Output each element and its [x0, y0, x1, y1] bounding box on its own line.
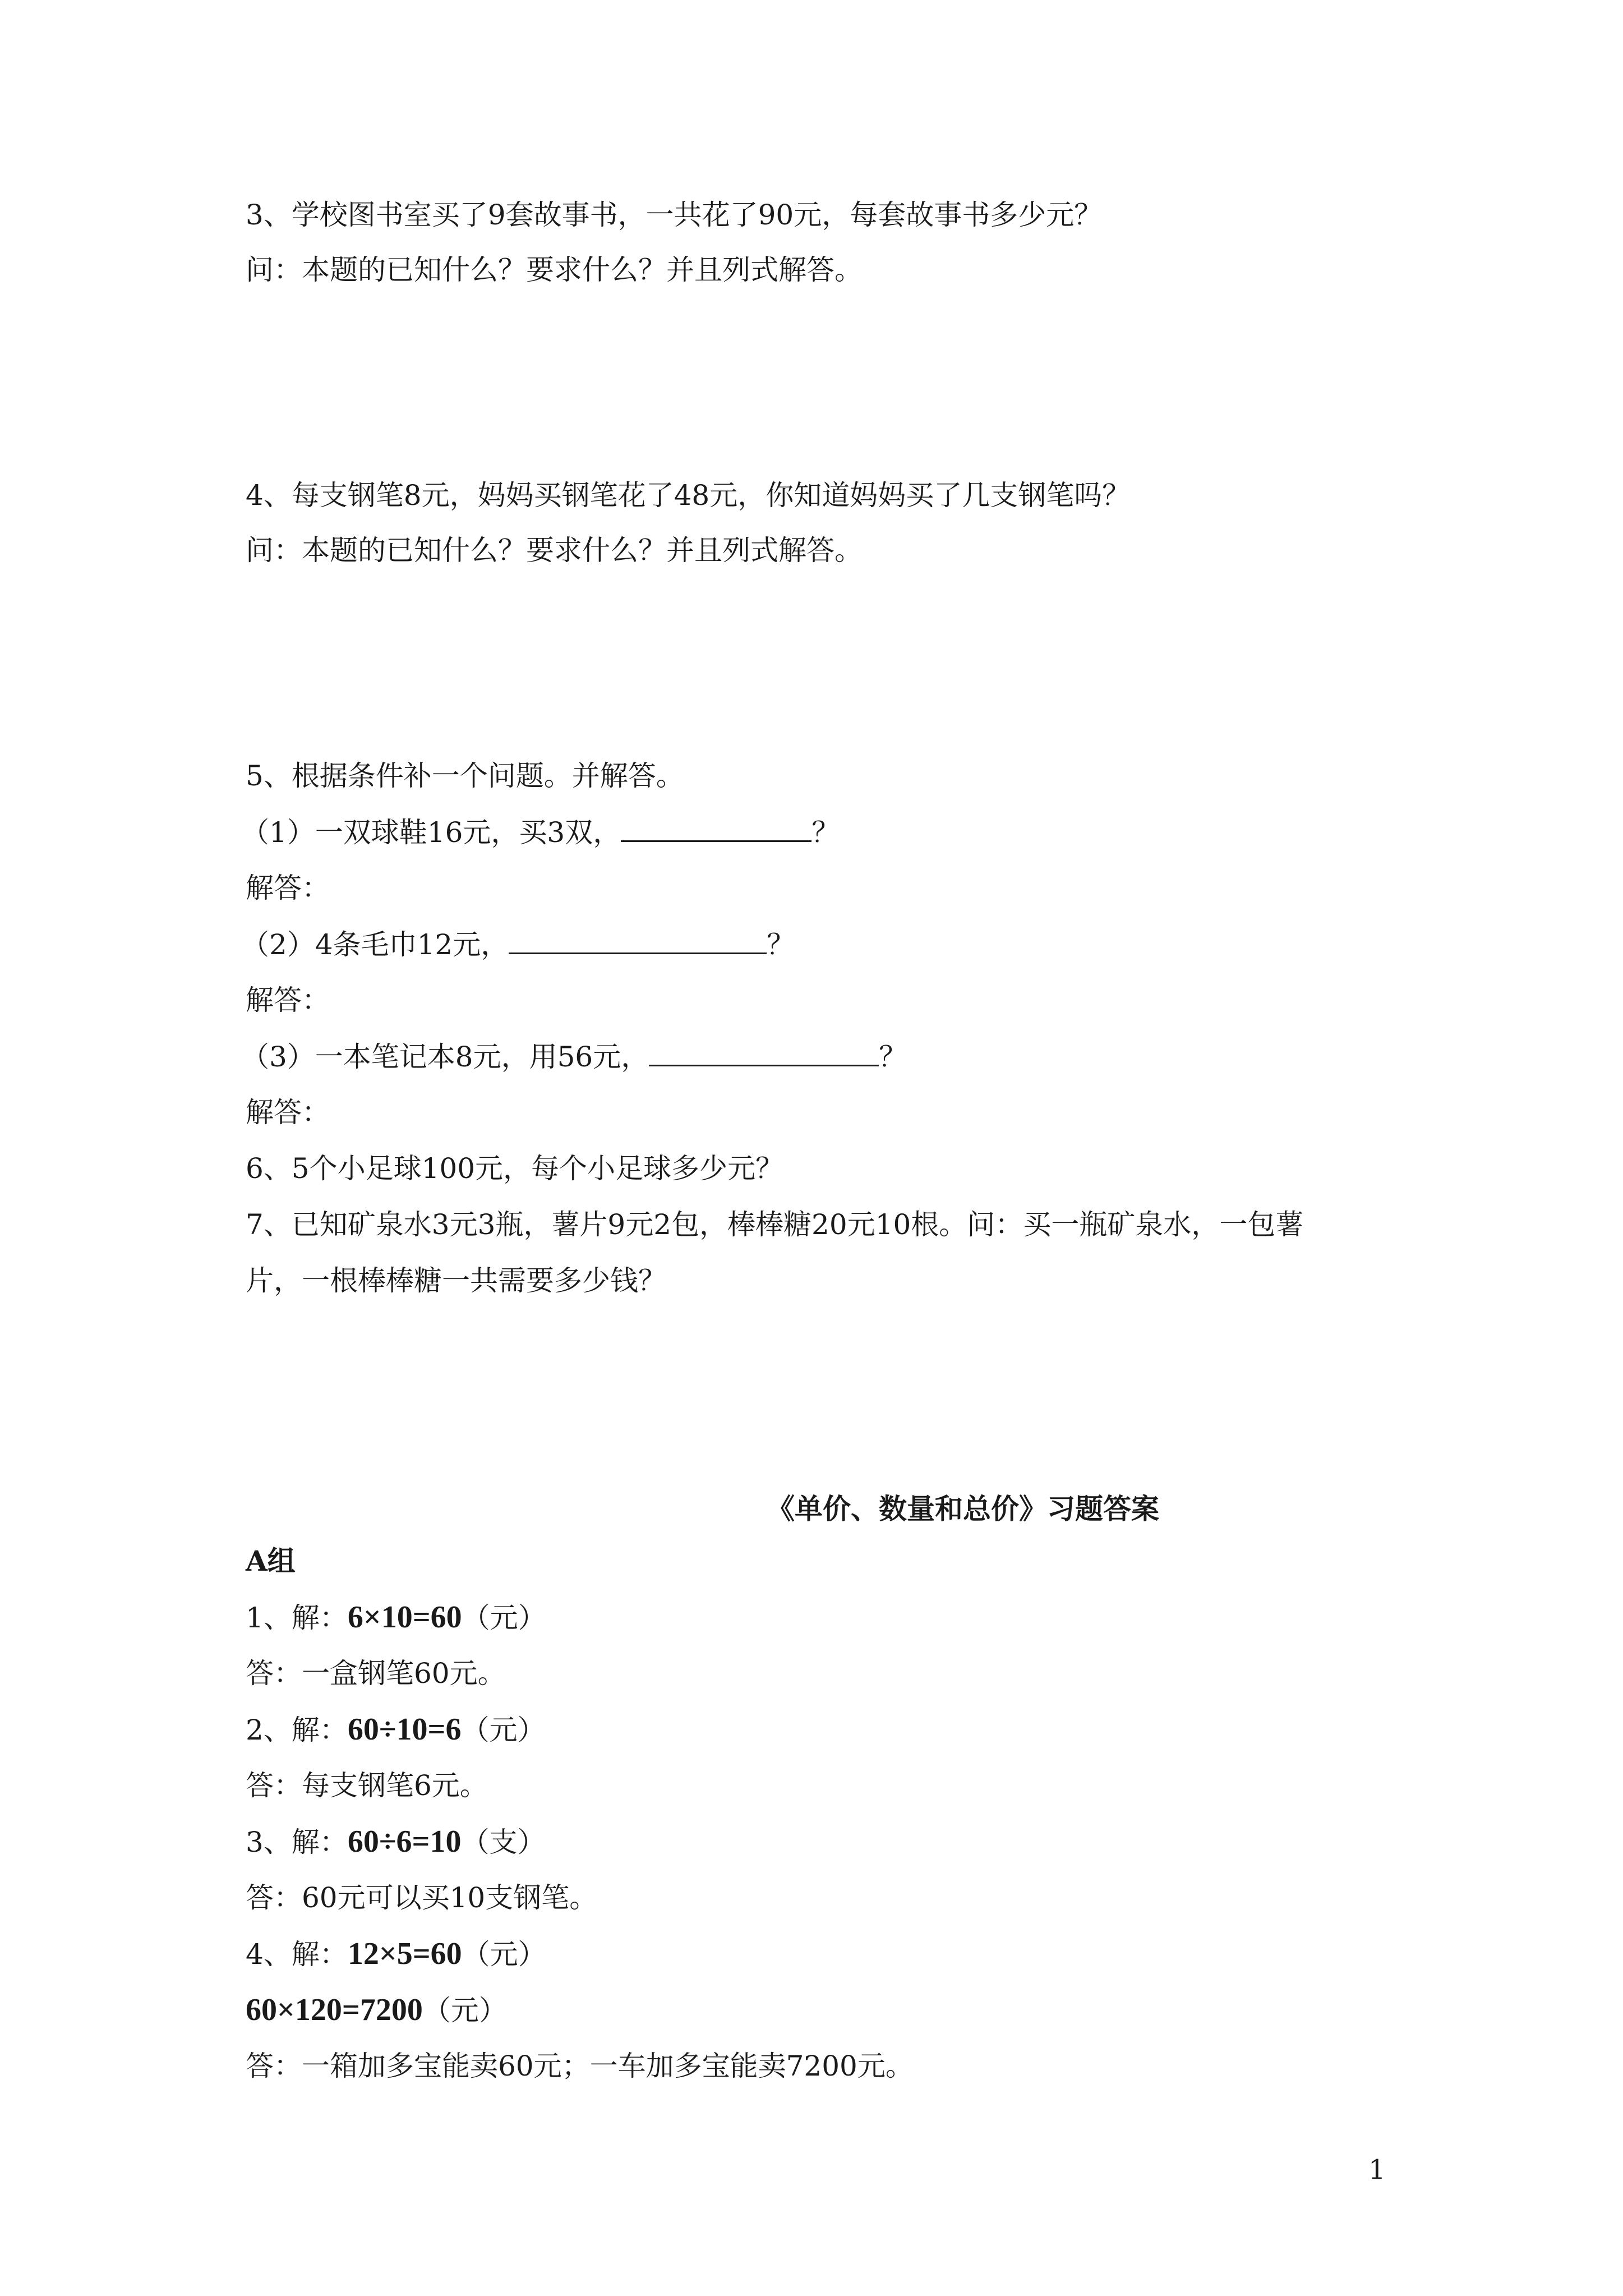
answer-2-unit: （元） [461, 1714, 546, 1746]
answer-blank-3 [649, 1038, 879, 1066]
question-5-2-end: ？ [767, 928, 795, 961]
answer-blank-2 [509, 926, 767, 954]
answer-1-prefix: 1、解： [246, 1602, 348, 1634]
answer-2-prefix: 2、解： [246, 1714, 348, 1746]
answer-4-solution [246, 1935, 546, 1973]
answer-1-statement: 答：一盒钢笔60元。 [246, 1657, 506, 1690]
question-6-text: 6、5个小足球100元，每个小足球多少元？ [246, 1152, 784, 1185]
answer-3-statement: 答：60元可以买10支钢笔。 [246, 1881, 598, 1914]
question-5-3 [241, 1038, 907, 1075]
answer-4-equation-2: 60×120=7200 [246, 1993, 423, 2027]
question-5-1-end: ？ [811, 816, 840, 849]
answer-blank-1 [621, 813, 811, 842]
page-number: 1 [1368, 2154, 1386, 2185]
question-5-2-text: （2）4条毛巾12元， [241, 928, 509, 961]
question-5-2 [241, 926, 795, 963]
answers-title-text: 《单价、数量和总价》习题答案 [767, 1492, 1159, 1525]
question-5-2-answer-label: 解答： [246, 984, 330, 1016]
question-5-1-answer-label: 解答： [246, 872, 330, 904]
question-4-ask: 问：本题的已知什么？要求什么？并且列式解答。 [246, 534, 863, 567]
question-5-3-end: ？ [879, 1041, 907, 1073]
answers-title [0, 1489, 1623, 1529]
question-3-text: 3、学校图书室买了9套故事书，一共花了90元，每套故事书多少元？ [246, 199, 1103, 231]
question-7-line-2: 片，一根棒棒糖一共需要多少钱？ [246, 1264, 666, 1297]
answer-3-solution [246, 1823, 545, 1861]
answer-4-solution-2 [246, 1991, 507, 2029]
answer-3-prefix: 3、解： [246, 1826, 348, 1858]
answer-4-unit-2: （元） [422, 1994, 507, 2027]
question-5-1-text: （1）一双球鞋16元，买3双， [241, 816, 621, 849]
answer-4-statement: 答：一箱加多宝能卖60元；一车加多宝能卖7200元。 [246, 2050, 914, 2082]
answer-1-unit: （元） [462, 1602, 546, 1634]
answer-4-equation: 12×5=60 [347, 1936, 462, 1971]
question-4-text: 4、每支钢笔8元，妈妈买钢笔花了48元，你知道妈妈买了几支钢笔吗？ [246, 479, 1131, 512]
answer-1-solution [246, 1599, 546, 1636]
answer-2-equation: 60÷10=6 [347, 1712, 462, 1747]
answer-1-equation: 6×10=60 [347, 1600, 462, 1635]
answer-3-unit: （支） [461, 1826, 546, 1858]
answer-4-prefix: 4、解： [246, 1938, 348, 1971]
question-5-1 [241, 813, 840, 851]
answer-2-statement: 答：每支钢笔6元。 [246, 1769, 488, 1802]
answer-3-equation: 60÷6=10 [347, 1824, 462, 1859]
question-5-3-text: （3）一本笔记本8元，用56元， [241, 1041, 649, 1073]
answer-2-solution [246, 1711, 545, 1749]
question-5-3-answer-label: 解答： [246, 1096, 330, 1129]
answer-4-unit: （元） [462, 1938, 546, 1971]
answers-group-label: A组 [246, 1544, 296, 1577]
question-7-line-1: 7、已知矿泉水3元3瓶，薯片9元2包，棒棒糖20元10根。问：买一瓶矿泉水，一包薯 [246, 1208, 1304, 1241]
question-3-ask: 问：本题的已知什么？要求什么？并且列式解答。 [246, 254, 863, 286]
question-5-text: 5、根据条件补一个问题。并解答。 [246, 760, 684, 792]
